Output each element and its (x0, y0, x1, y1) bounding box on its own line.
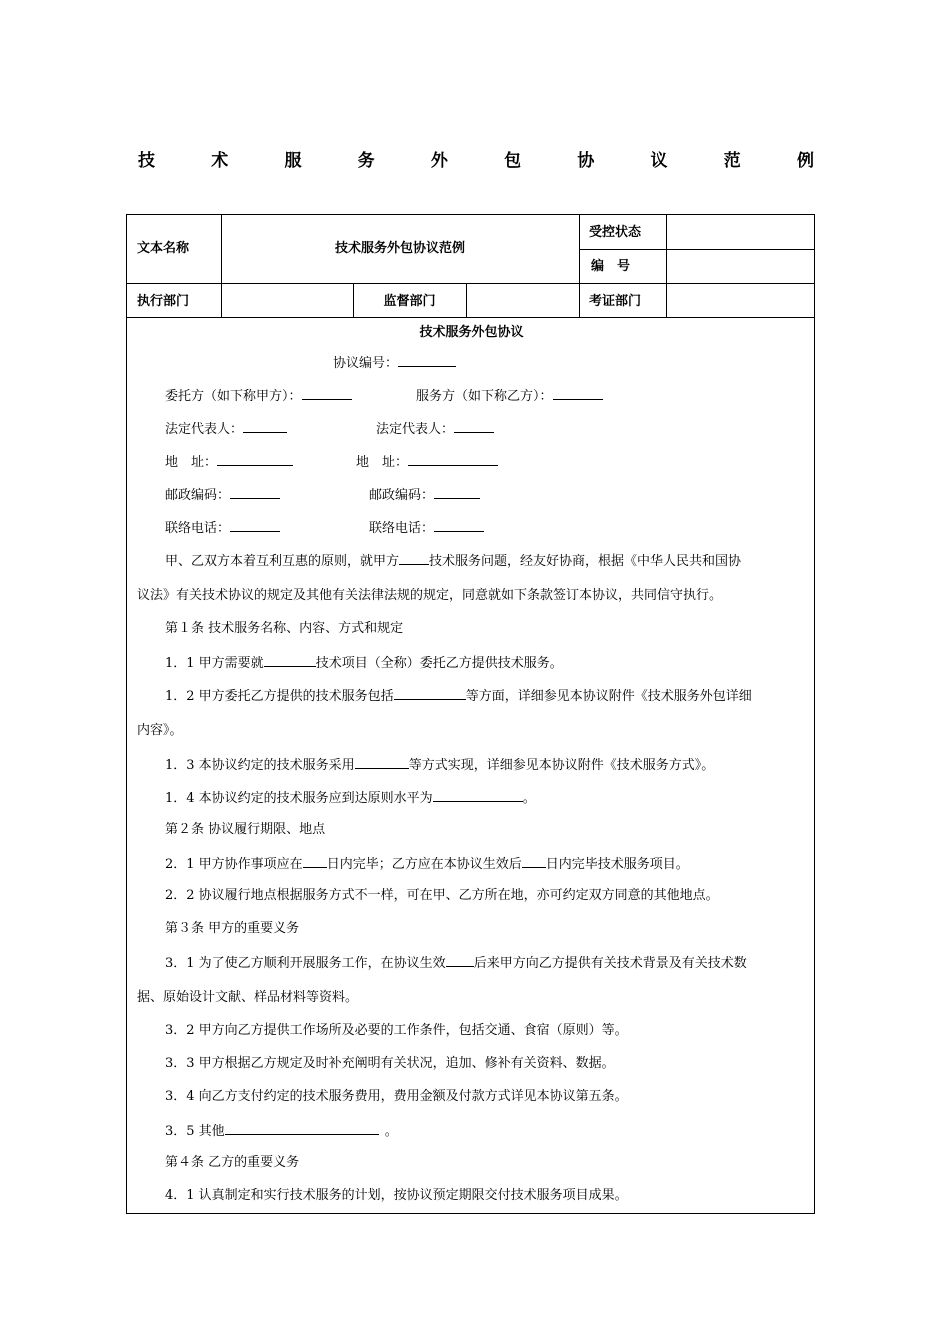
phone-b-label: 联络电话： (369, 521, 435, 536)
client-label: 委托方（如下称甲方）： (165, 389, 302, 404)
title-char: 例 (796, 151, 814, 171)
grid-line (127, 317, 815, 318)
verify-dept-field[interactable] (667, 284, 814, 316)
party-line (165, 387, 352, 405)
clause-text: 1．3 本协议约定的技术服务采用 (165, 758, 355, 773)
clause-3-1 (165, 954, 747, 972)
legal-rep-b-blank[interactable] (454, 420, 494, 433)
clause-3-5 (165, 1122, 398, 1140)
article-3-heading: 第３条 甲方的重要义务 (165, 921, 300, 936)
provider-blank[interactable] (553, 387, 603, 400)
text-name-label: 文本名称 (137, 241, 190, 256)
clause-text: 技术项目（全称）委托乙方提供技术服务。 (315, 656, 563, 671)
postcode-a-blank[interactable] (230, 486, 280, 499)
clause-text: 后来甲方向乙方提供有关技术背景及有关技术数 (473, 956, 747, 971)
address-a-blank[interactable] (217, 453, 293, 466)
clause-blank[interactable] (355, 756, 409, 769)
clause-text: 日内完毕；乙方应在本协议生效后 (326, 857, 522, 872)
title-char: 协 (577, 151, 595, 171)
document-table (126, 214, 815, 1214)
title-char: 包 (504, 151, 522, 171)
address-b-label: 地 址： (356, 455, 409, 470)
intro-paragraph-cont: 议法》有关技术协议的规定及其他有关法律法规的规定，同意就如下条款签订本协议，共同信守执行。 (137, 588, 723, 603)
intro-text: 甲、乙双方本着互利互惠的原则，就甲方 (165, 554, 400, 569)
number-field[interactable] (667, 250, 814, 282)
clause-text: 。 (384, 1124, 398, 1139)
phone-a-blank[interactable] (230, 519, 280, 532)
clause-text: 3．1 为了使乙方顺利开展服务工作，在协议生效 (165, 956, 446, 971)
agreement-number-label: 协议编号： (333, 356, 399, 371)
exec-dept-label: 执行部门 (137, 294, 190, 309)
title-char: 术 (211, 151, 229, 171)
title-char: 技 (138, 151, 155, 171)
address-b-blank[interactable] (408, 453, 498, 466)
title-char: 议 (650, 151, 668, 171)
intro-paragraph (165, 552, 741, 570)
clause-blank[interactable] (303, 855, 327, 868)
phone-b (369, 519, 484, 537)
supervise-dept-field[interactable] (467, 284, 578, 316)
clause-blank[interactable] (394, 687, 466, 700)
legal-rep-b (376, 420, 494, 438)
legal-rep-a-blank[interactable] (243, 420, 287, 433)
clause-blank[interactable] (446, 954, 474, 967)
document-title (138, 146, 814, 171)
clause-text: 等方面，详细参见本协议附件《技术服务外包详细 (465, 689, 752, 704)
intro-blank[interactable] (399, 552, 429, 565)
postcode-b (369, 486, 480, 504)
postcode-a-label: 邮政编码： (165, 488, 231, 503)
provider-label: 服务方（如下称乙方）： (416, 389, 553, 404)
postcode-b-label: 邮政编码： (369, 488, 435, 503)
clause-blank[interactable] (264, 654, 316, 667)
clause-1-4 (165, 789, 536, 807)
agreement-title: 技术服务外包协议 (419, 325, 524, 340)
grid-line (579, 215, 580, 317)
clause-1-2 (165, 687, 752, 705)
address-a (165, 453, 293, 471)
clause-text: 。 (522, 791, 536, 806)
clause-text: 1．2 甲方委托乙方提供的技术服务包括 (165, 689, 394, 704)
legal-rep-a-label: 法定代表人： (165, 422, 244, 437)
text-name-value: 技术服务外包协议范例 (334, 241, 465, 256)
phone-a-label: 联络电话： (165, 521, 231, 536)
legal-rep-b-label: 法定代表人： (376, 422, 455, 437)
title-char: 务 (357, 151, 375, 171)
clause-text: 2．1 甲方协作事项应在 (165, 857, 303, 872)
clause-blank[interactable] (522, 855, 546, 868)
clause-3-4: 3．4 向乙方支付约定的技术服务费用，费用金额及付款方式详见本协议第五条。 (165, 1089, 628, 1104)
clause-blank[interactable] (433, 789, 523, 802)
number-label: 编 号 (591, 259, 631, 274)
clause-4-1: 4．1 认真制定和实行技术服务的计划，按协议预定期限交付技术服务项目成果。 (165, 1188, 628, 1203)
title-char: 范 (723, 151, 741, 171)
postcode-a (165, 486, 280, 504)
address-a-label: 地 址： (165, 455, 218, 470)
supervise-dept-label: 监督部门 (383, 294, 436, 309)
agreement-number-blank[interactable] (398, 354, 456, 367)
title-char: 服 (284, 151, 302, 171)
control-status-label: 受控状态 (589, 225, 642, 240)
clause-text: 1．1 甲方需要就 (165, 656, 264, 671)
clause-text: 日内完毕技术服务项目。 (545, 857, 689, 872)
article-4-heading: 第４条 乙方的重要义务 (165, 1155, 300, 1170)
legal-rep-a (165, 420, 287, 438)
clause-text: 1．4 本协议约定的技术服务应到达原则水平为 (165, 791, 433, 806)
clause-blank[interactable] (225, 1122, 379, 1135)
phone-b-blank[interactable] (434, 519, 484, 532)
clause-3-1-cont: 据、原始设计文献、样品材料等资料。 (137, 990, 359, 1005)
title-char: 外 (430, 151, 448, 171)
article-2-heading: 第２条 协议履行期限、地点 (165, 822, 326, 837)
clause-2-2: 2．2 协议履行地点根据服务方式不一样，可在甲、乙方所在地，亦可约定双方同意的其他地点。 (165, 888, 719, 903)
verify-dept-label: 考证部门 (589, 294, 642, 309)
address-b (356, 453, 498, 471)
clause-text: 等方式实现，详细参见本协议附件《技术服务方式》。 (408, 758, 715, 773)
intro-text: 技术服务问题，经友好协商，根据《中华人民共和国协 (429, 554, 742, 569)
clause-text: 3．5 其他 (165, 1124, 225, 1139)
article-1-heading: 第１条 技术服务名称、内容、方式和规定 (165, 621, 404, 636)
client-blank[interactable] (302, 387, 352, 400)
exec-dept-field[interactable] (222, 284, 352, 316)
clause-3-2: 3．2 甲方向乙方提供工作场所及必要的工作条件，包括交通、食宿（原则）等。 (165, 1023, 628, 1038)
party-line (416, 387, 603, 405)
clause-3-3: 3．3 甲方根据乙方规定及时补充阐明有关状况，追加、修补有关资料、数据。 (165, 1056, 615, 1071)
clause-1-3 (165, 756, 714, 774)
control-status-field[interactable] (667, 216, 814, 248)
phone-a (165, 519, 280, 537)
clause-2-1 (165, 855, 689, 873)
clause-1-1 (165, 654, 563, 672)
agreement-number (333, 354, 456, 372)
clause-1-2-cont: 内容》。 (137, 723, 183, 738)
postcode-b-blank[interactable] (434, 486, 480, 499)
